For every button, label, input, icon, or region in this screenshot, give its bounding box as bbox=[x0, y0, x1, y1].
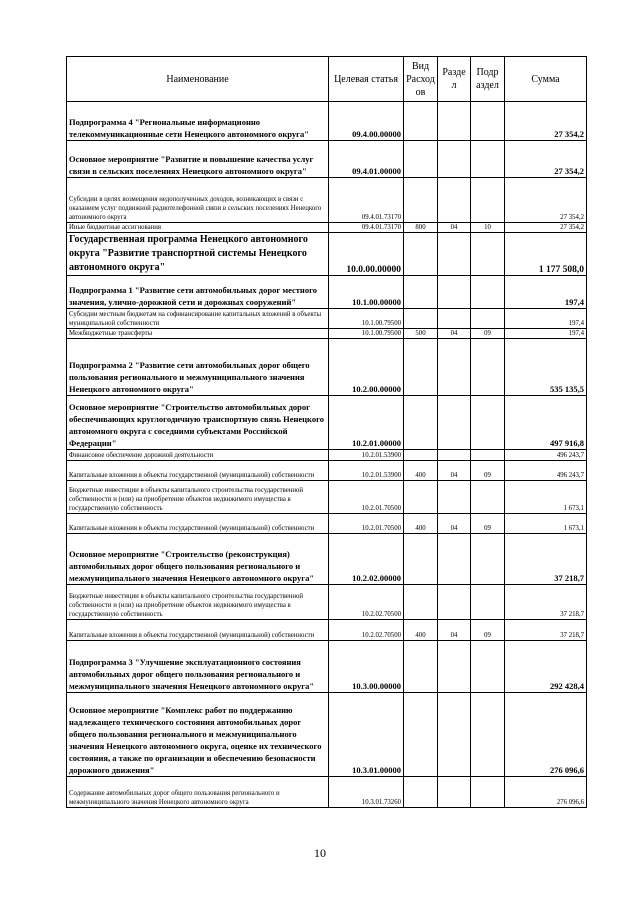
row-subsection bbox=[471, 396, 505, 450]
header-subsection: Подр аздел bbox=[471, 57, 505, 102]
row-subsection bbox=[471, 777, 505, 808]
row-code: 09.4.01.73170 bbox=[329, 178, 404, 223]
row-code: 09.4.01.00000 bbox=[329, 141, 404, 178]
row-code: 10.3.00.00000 bbox=[329, 641, 404, 693]
row-subsection bbox=[471, 102, 505, 141]
row-kind bbox=[404, 641, 438, 693]
row-kind bbox=[404, 693, 438, 777]
row-name: Государственная программа Ненецкого автономного округа "Развитие транспортной системы Ненецкого автономного округа" bbox=[67, 233, 329, 276]
row-subsection bbox=[471, 276, 505, 309]
row-section: 04 bbox=[438, 329, 471, 339]
row-name: Финансовое обеспечение дорожной деятельности bbox=[67, 450, 329, 461]
row-sum: 276 096,6 bbox=[505, 777, 587, 808]
row-subsection: 09 bbox=[471, 514, 505, 534]
row-kind: 400 bbox=[404, 620, 438, 641]
row-kind bbox=[404, 585, 438, 620]
row-kind: 400 bbox=[404, 514, 438, 534]
row-name: Межбюджетные трансферты bbox=[67, 329, 329, 339]
row-subsection bbox=[471, 534, 505, 585]
row-section bbox=[438, 233, 471, 276]
row-kind bbox=[404, 102, 438, 141]
row-name: Капитальные вложения в объекты государственной (муниципальной) собственности bbox=[67, 620, 329, 641]
row-name: Бюджетные инвестиции в объекты капитального строительства государственной собственности и (или) на приобретение объектов недвижимого имущества в государственную собственность bbox=[67, 481, 329, 514]
table-row bbox=[67, 178, 587, 223]
row-name: Основное мероприятие "Комплекс работ по поддержанию надлежащего технического состояния автомобильных дорог общего пользования регионального и межмуниципального значения Ненецкого автономного округа, оценке их технического состояния, а также по организации и обеспечению безопасности дорожного движения" bbox=[67, 693, 329, 777]
row-code: 10.2.01.53900 bbox=[329, 461, 404, 481]
row-sum: 197,4 bbox=[505, 329, 587, 339]
row-kind bbox=[404, 481, 438, 514]
table-row bbox=[67, 461, 587, 481]
row-subsection bbox=[471, 309, 505, 329]
row-code: 10.2.01.00000 bbox=[329, 396, 404, 450]
table-row bbox=[67, 223, 587, 233]
row-code: 10.2.02.70500 bbox=[329, 620, 404, 641]
row-name: Подпрограмма 3 "Улучшение эксплуатационного состояния автомобильных дорог общего пользования регионального и межмуниципального значения Ненецкого автономного округа" bbox=[67, 641, 329, 693]
row-code: 10.2.01.70500 bbox=[329, 481, 404, 514]
table-row bbox=[67, 396, 587, 450]
header-section: Разде л bbox=[438, 57, 471, 102]
row-name: Основное мероприятие "Развитие и повышение качества услуг связи в сельских поселениях Ненецкого автономного округа" bbox=[67, 141, 329, 178]
row-sum: 1 177 508,0 bbox=[505, 233, 587, 276]
row-code: 10.2.01.53900 bbox=[329, 450, 404, 461]
row-code: 10.2.02.70500 bbox=[329, 585, 404, 620]
row-kind: 400 bbox=[404, 461, 438, 481]
row-subsection bbox=[471, 233, 505, 276]
row-kind: 500 bbox=[404, 329, 438, 339]
row-kind bbox=[404, 276, 438, 309]
row-subsection bbox=[471, 585, 505, 620]
row-code: 10.1.00.79500 bbox=[329, 309, 404, 329]
row-section bbox=[438, 339, 471, 396]
row-section bbox=[438, 102, 471, 141]
row-kind bbox=[404, 141, 438, 178]
table-row bbox=[67, 309, 587, 329]
row-name: Подпрограмма 4 "Региональные информационно телекоммуникационные сети Ненецкого автономного округа" bbox=[67, 102, 329, 141]
row-sum: 496 243,7 bbox=[505, 461, 587, 481]
row-code: 10.2.01.70500 bbox=[329, 514, 404, 534]
row-section bbox=[438, 534, 471, 585]
row-section bbox=[438, 396, 471, 450]
table-row bbox=[67, 233, 587, 276]
row-sum: 27 354,2 bbox=[505, 178, 587, 223]
row-section bbox=[438, 777, 471, 808]
row-sum: 496 243,7 bbox=[505, 450, 587, 461]
table-row bbox=[67, 585, 587, 620]
page-number: 10 bbox=[314, 846, 326, 860]
row-subsection: 09 bbox=[471, 620, 505, 641]
row-sum: 37 218,7 bbox=[505, 534, 587, 585]
row-code: 09.4.01.73170 bbox=[329, 223, 404, 233]
row-sum: 292 428,4 bbox=[505, 641, 587, 693]
row-section bbox=[438, 641, 471, 693]
table-row bbox=[67, 777, 587, 808]
row-name: Содержание автомобильных дорог общего пользования регионального и межмуниципального значения Ненецкого автономного округа bbox=[67, 777, 329, 808]
row-subsection bbox=[471, 339, 505, 396]
row-code: 10.2.02.00000 bbox=[329, 534, 404, 585]
row-name: Капитальные вложения в объекты государственной (муниципальной) собственности bbox=[67, 514, 329, 534]
row-sum: 37 218,7 bbox=[505, 620, 587, 641]
table-row bbox=[67, 693, 587, 777]
row-kind bbox=[404, 233, 438, 276]
row-kind bbox=[404, 534, 438, 585]
row-subsection bbox=[471, 641, 505, 693]
row-sum: 1 673,1 bbox=[505, 514, 587, 534]
row-kind bbox=[404, 309, 438, 329]
table-row bbox=[67, 481, 587, 514]
row-kind bbox=[404, 396, 438, 450]
table-row bbox=[67, 329, 587, 339]
table-header-row bbox=[67, 57, 587, 102]
row-code: 10.3.01.00000 bbox=[329, 693, 404, 777]
row-sum: 37 218,7 bbox=[505, 585, 587, 620]
row-code: 10.1.00.79500 bbox=[329, 329, 404, 339]
table-row bbox=[67, 514, 587, 534]
row-section bbox=[438, 309, 471, 329]
table-row bbox=[67, 102, 587, 141]
header-sum: Сумма bbox=[505, 57, 587, 102]
row-section bbox=[438, 693, 471, 777]
row-name: Субсидии в целях возмещения недополученных доходов, возникающих в связи с оказанием услуг подвижной радиотелефонной связи в сельских поселениях Ненецкого автономного округа bbox=[67, 178, 329, 223]
row-kind bbox=[404, 450, 438, 461]
row-section bbox=[438, 178, 471, 223]
row-name: Основное мероприятие "Строительство автомобильных дорог обеспечивающих круглогодичную транспортную связь Ненецкого автономного округа с соседними субъектами Российской Федерации" bbox=[67, 396, 329, 450]
header-name: Наименование bbox=[67, 57, 329, 102]
row-name: Подпрограмма 2 "Развитие сети автомобильных дорог общего пользования регионального и межмуниципального значения Ненецкого автономного округа" bbox=[67, 339, 329, 396]
table-row bbox=[67, 339, 587, 396]
table-row bbox=[67, 276, 587, 309]
row-sum: 27 354,2 bbox=[505, 223, 587, 233]
row-kind bbox=[404, 178, 438, 223]
row-name: Основное мероприятие "Строительство (реконструкция) автомобильных дорог общего пользования регионального и межмуниципального значения Ненецкого автономного округа" bbox=[67, 534, 329, 585]
row-code: 10.0.00.00000 bbox=[329, 233, 404, 276]
row-name: Субсидии местным бюджетам на софинансирование капитальных вложений в объекты муниципальной собственности bbox=[67, 309, 329, 329]
row-name: Подпрограмма 1 "Развитие сети автомобильных дорог местного значения, улично-дорожной сети и дорожных сооружений" bbox=[67, 276, 329, 309]
row-code: 09.4.00.00000 bbox=[329, 102, 404, 141]
row-name: Капитальные вложения в объекты государственной (муниципальной) собственности bbox=[67, 461, 329, 481]
row-subsection bbox=[471, 178, 505, 223]
table-row bbox=[67, 450, 587, 461]
row-kind bbox=[404, 777, 438, 808]
row-subsection bbox=[471, 141, 505, 178]
row-sum: 1 673,1 bbox=[505, 481, 587, 514]
row-sum: 535 135,5 bbox=[505, 339, 587, 396]
row-section: 04 bbox=[438, 620, 471, 641]
row-subsection: 09 bbox=[471, 461, 505, 481]
row-subsection: 09 bbox=[471, 329, 505, 339]
row-name: Иные бюджетные ассигнования bbox=[67, 223, 329, 233]
table-row bbox=[67, 534, 587, 585]
table-row bbox=[67, 141, 587, 178]
row-kind: 800 bbox=[404, 223, 438, 233]
row-section bbox=[438, 450, 471, 461]
row-sum: 197,4 bbox=[505, 309, 587, 329]
row-code: 10.2.00.00000 bbox=[329, 339, 404, 396]
row-code: 10.1.00.00000 bbox=[329, 276, 404, 309]
row-section: 04 bbox=[438, 461, 471, 481]
row-name: Бюджетные инвестиции в объекты капитального строительства государственной собственности и (или) на приобретение объектов недвижимого имущества в государственную собственность bbox=[67, 585, 329, 620]
header-kind: Вид Расход ов bbox=[404, 57, 438, 102]
row-subsection bbox=[471, 450, 505, 461]
row-sum: 197,4 bbox=[505, 276, 587, 309]
row-section bbox=[438, 141, 471, 178]
row-section bbox=[438, 276, 471, 309]
row-section bbox=[438, 481, 471, 514]
budget-table bbox=[66, 56, 587, 808]
row-code: 10.3.01.73260 bbox=[329, 777, 404, 808]
row-sum: 27 354,2 bbox=[505, 141, 587, 178]
header-target: Целевая статья bbox=[329, 57, 404, 102]
row-section bbox=[438, 585, 471, 620]
row-section: 04 bbox=[438, 514, 471, 534]
table-row bbox=[67, 641, 587, 693]
row-sum: 497 916,8 bbox=[505, 396, 587, 450]
row-sum: 27 354,2 bbox=[505, 102, 587, 141]
table-row bbox=[67, 620, 587, 641]
row-subsection bbox=[471, 481, 505, 514]
row-subsection bbox=[471, 693, 505, 777]
row-kind bbox=[404, 339, 438, 396]
row-subsection: 10 bbox=[471, 223, 505, 233]
row-sum: 276 096,6 bbox=[505, 693, 587, 777]
row-section: 04 bbox=[438, 223, 471, 233]
